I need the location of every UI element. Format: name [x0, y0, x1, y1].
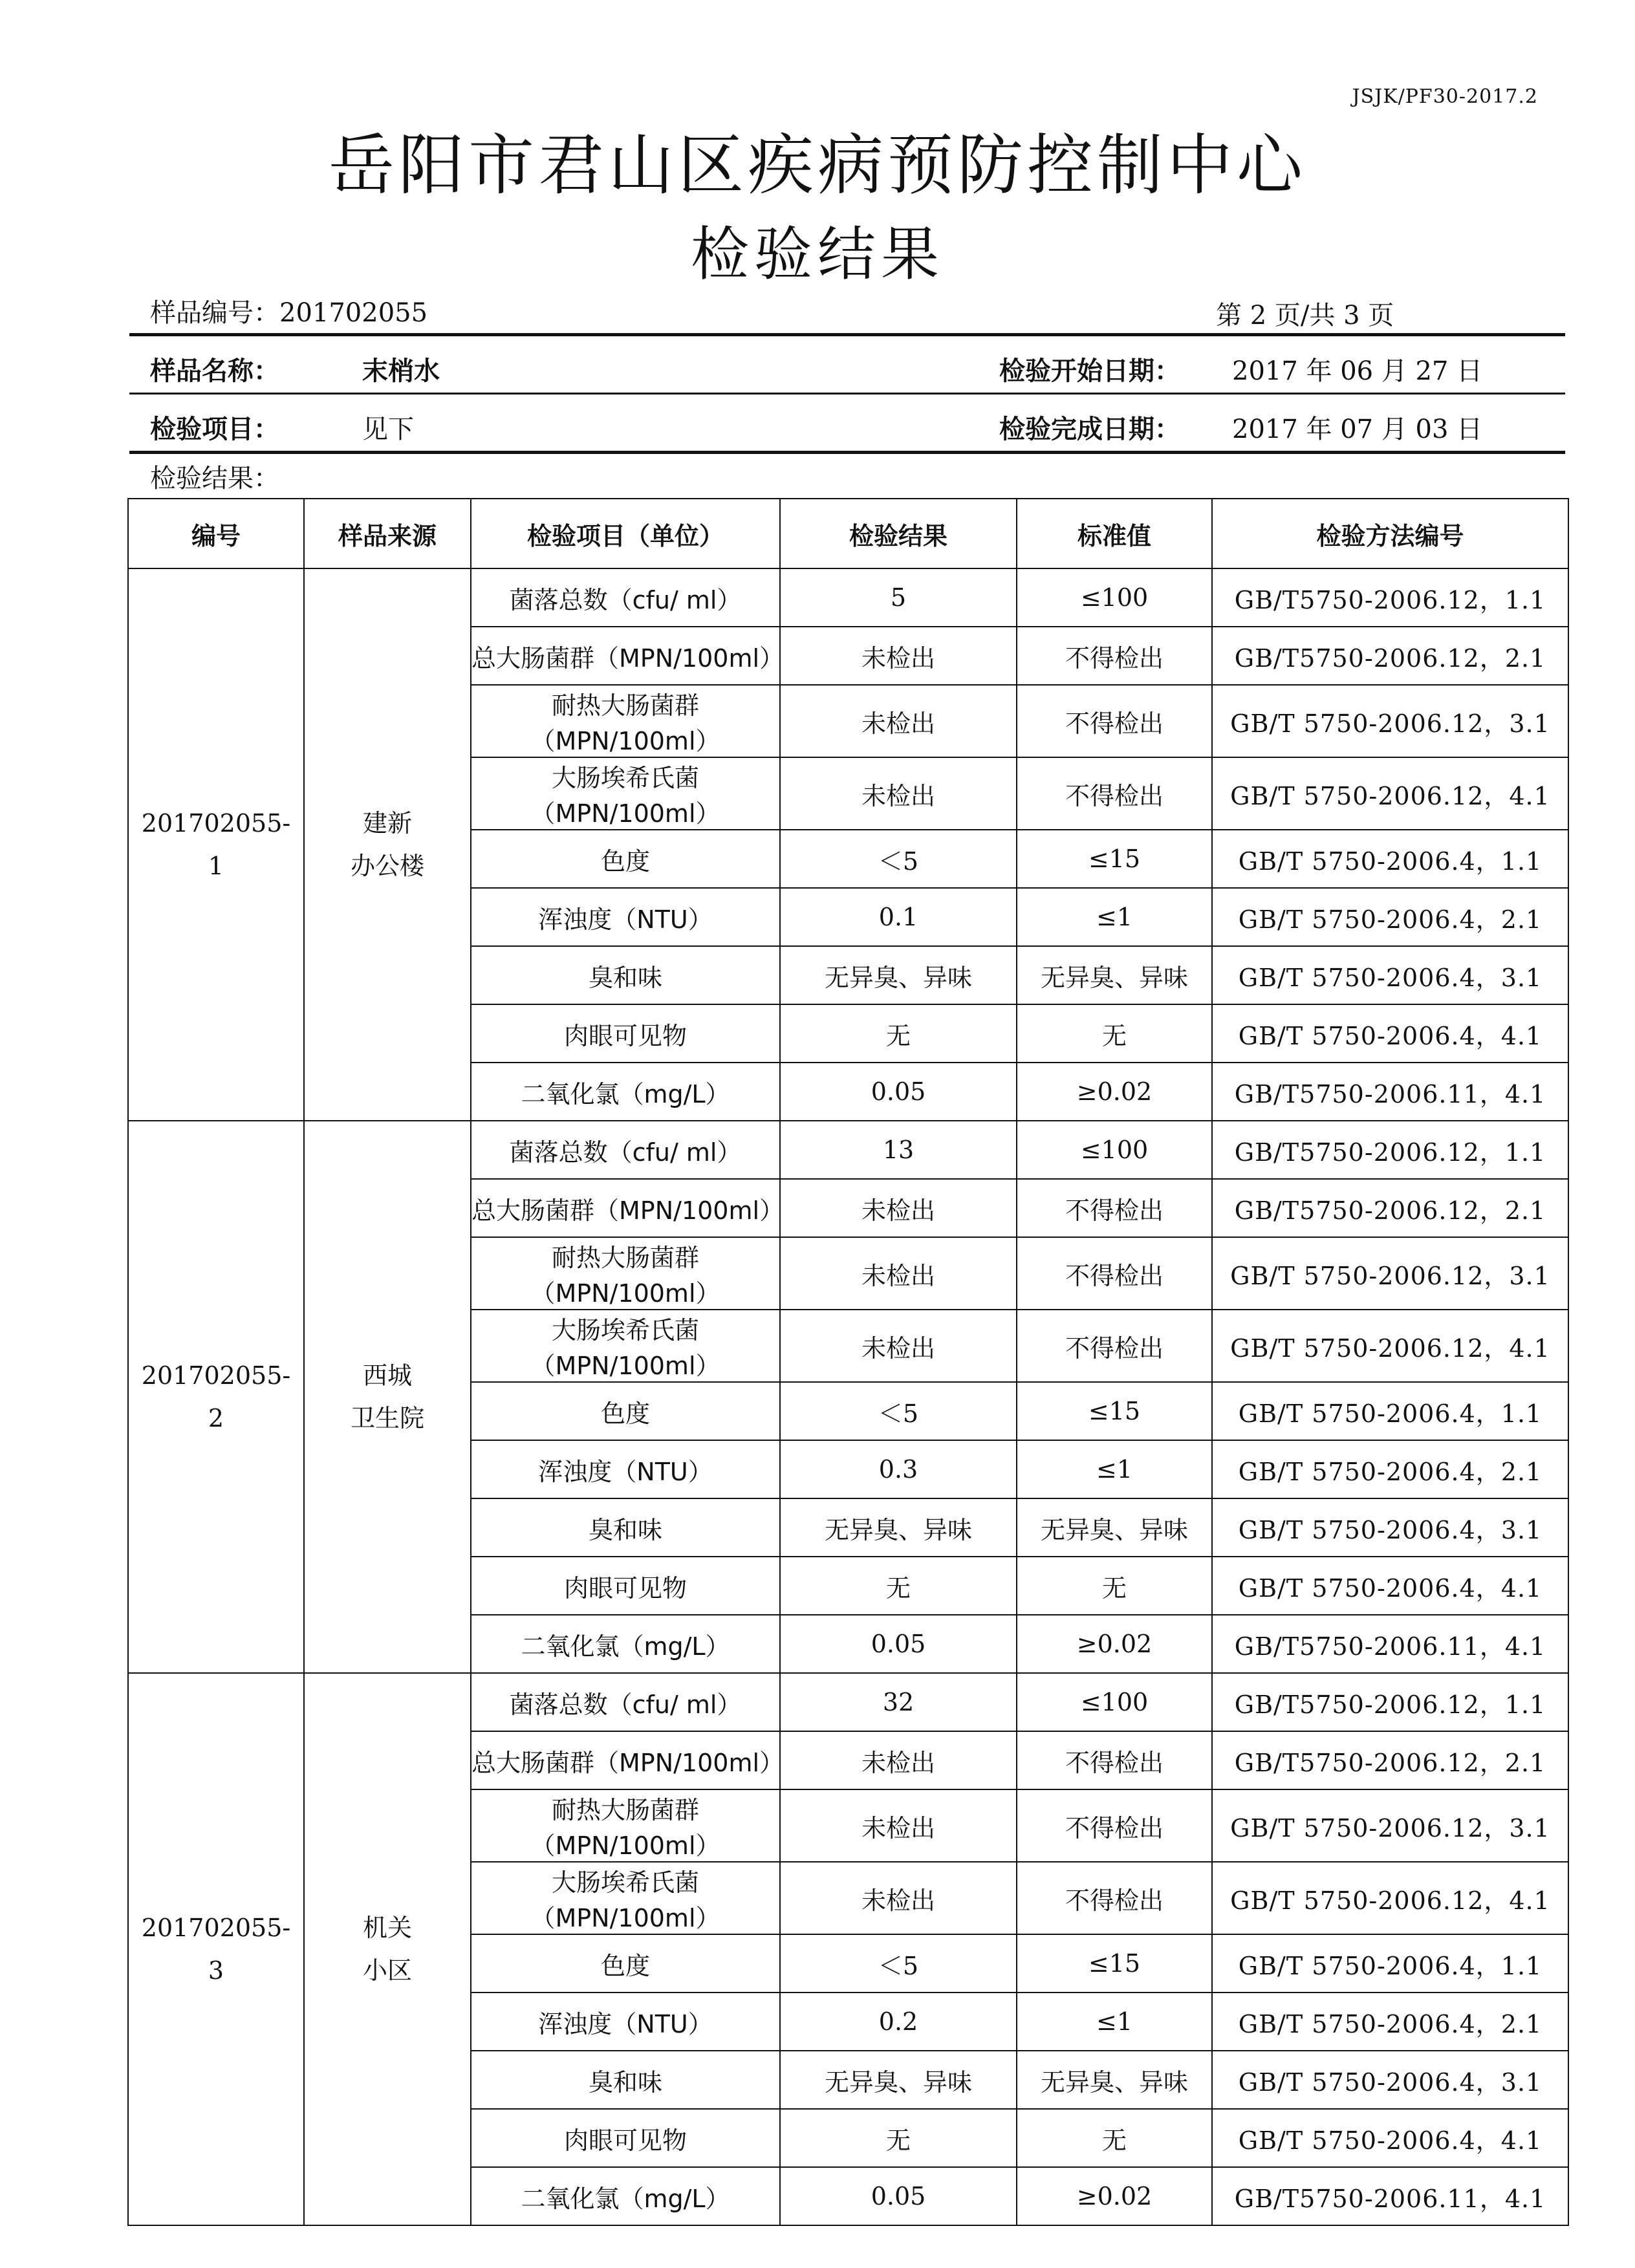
sample-id-line1: 201702055- — [141, 809, 291, 837]
test-result-cell: 无 — [780, 2109, 1017, 2167]
test-result-cell: 未检出 — [780, 1310, 1017, 1382]
sample-id-cell — [128, 1673, 304, 2225]
test-result-cell: ＜5 — [780, 830, 1017, 888]
sample-id-cell — [128, 568, 304, 1121]
test-method-cell: GB/T5750-2006.11，4.1 — [1212, 2167, 1568, 2225]
start-date-label: 检验开始日期： — [999, 356, 1180, 386]
test-result-cell: 未检出 — [780, 1237, 1017, 1310]
sample-name-label: 样品名称： — [150, 356, 279, 386]
test-method-cell: GB/T 5750-2006.4，4.1 — [1212, 1557, 1568, 1615]
standard-value-cell: 不得检出 — [1017, 1789, 1212, 1862]
test-item-cell: 大肠埃希氏菌（MPN/100ml） — [471, 1310, 780, 1382]
test-result-cell: 0.05 — [780, 2167, 1017, 2225]
test-item-cell: 大肠埃希氏菌（MPN/100ml） — [471, 757, 780, 830]
standard-value-cell: ≥0.02 — [1017, 1063, 1212, 1121]
header-source: 样品来源 — [304, 499, 471, 568]
test-item-cell: 总大肠菌群（MPN/100ml） — [471, 627, 780, 685]
standard-value-cell: 无 — [1017, 1004, 1212, 1063]
standard-value-cell: ≤100 — [1017, 1121, 1212, 1179]
organization-title: 岳阳市君山区疾病预防控制中心 — [329, 127, 1306, 204]
results-body — [128, 568, 1568, 2225]
header-item: 检验项目（单位） — [471, 499, 780, 568]
test-method-cell: GB/T5750-2006.12，2.1 — [1212, 1731, 1568, 1789]
test-result-cell: 未检出 — [780, 1731, 1017, 1789]
sample-name-value: 末梢水 — [362, 356, 440, 386]
sample-source-line2: 卫生院 — [350, 1404, 424, 1432]
page-info: 第 2 页/共 3 页 — [1216, 301, 1394, 330]
standard-value-cell: ≤100 — [1017, 568, 1212, 627]
test-result-cell: 0.2 — [780, 1993, 1017, 2051]
sample-id-line2: 2 — [208, 1404, 224, 1432]
table-header-row — [128, 499, 1568, 568]
test-item-cell: 浑浊度（NTU） — [471, 1993, 780, 2051]
test-method-cell: GB/T 5750-2006.4，4.1 — [1212, 1004, 1568, 1063]
test-method-cell: GB/T5750-2006.12，1.1 — [1212, 1673, 1568, 1731]
test-method-cell: GB/T 5750-2006.4，2.1 — [1212, 1993, 1568, 2051]
test-item-cell: 肉眼可见物 — [471, 1557, 780, 1615]
standard-value-cell: 不得检出 — [1017, 1731, 1212, 1789]
test-result-cell: 未检出 — [780, 1179, 1017, 1237]
test-item-cell: 臭和味 — [471, 2051, 780, 2109]
document-title: 检验结果 — [691, 221, 944, 288]
test-method-cell: GB/T5750-2006.11，4.1 — [1212, 1615, 1568, 1673]
test-item-cell: 肉眼可见物 — [471, 2109, 780, 2167]
test-result-cell: 无异臭、异味 — [780, 2051, 1017, 2109]
sample-source-line2: 小区 — [362, 1956, 412, 1985]
standard-value-cell: ≤15 — [1017, 830, 1212, 888]
test-method-cell: GB/T5750-2006.12，1.1 — [1212, 1121, 1568, 1179]
test-item-cell: 色度 — [471, 1382, 780, 1440]
standard-value-cell: ≤15 — [1017, 1934, 1212, 1993]
standard-value-cell: 不得检出 — [1017, 1862, 1212, 1934]
sample-number-value: 201702055 — [279, 298, 428, 328]
standard-value-cell: 无 — [1017, 1557, 1212, 1615]
test-result-cell: 0.1 — [780, 888, 1017, 946]
test-item-cell: 耐热大肠菌群（MPN/100ml） — [471, 685, 780, 757]
end-date-value: 2017 年 07 月 03 日 — [1232, 415, 1483, 444]
results-table — [127, 498, 1569, 2226]
sample-id-cell — [128, 1121, 304, 1673]
test-method-cell: GB/T5750-2006.12，2.1 — [1212, 627, 1568, 685]
test-result-cell: ＜5 — [780, 1934, 1017, 1993]
test-method-cell: GB/T 5750-2006.4，2.1 — [1212, 888, 1568, 946]
test-result-cell: 无异臭、异味 — [780, 1498, 1017, 1557]
test-method-cell: GB/T 5750-2006.12，3.1 — [1212, 685, 1568, 757]
test-result-cell: 未检出 — [780, 1862, 1017, 1934]
header-method: 检验方法编号 — [1212, 499, 1568, 568]
test-method-cell: GB/T 5750-2006.4，1.1 — [1212, 1934, 1568, 1993]
results-label: 检验结果： — [150, 464, 279, 493]
test-result-cell: 无异臭、异味 — [780, 946, 1017, 1004]
standard-value-cell: 不得检出 — [1017, 757, 1212, 830]
standard-value-cell: ≤15 — [1017, 1382, 1212, 1440]
standard-value-cell: 不得检出 — [1017, 1179, 1212, 1237]
sample-id-line2: 1 — [208, 852, 224, 880]
test-result-cell: 未检出 — [780, 1789, 1017, 1862]
sample-number-label: 样品编号： — [150, 298, 279, 328]
test-item-cell: 菌落总数（cfu/ ml） — [471, 1121, 780, 1179]
test-result-cell: 5 — [780, 568, 1017, 627]
test-result-cell: 未检出 — [780, 757, 1017, 830]
middle-rule — [129, 393, 1565, 394]
standard-value-cell: 不得检出 — [1017, 1237, 1212, 1310]
standard-value-cell: 不得检出 — [1017, 627, 1212, 685]
standard-value-cell: 不得检出 — [1017, 685, 1212, 757]
test-method-cell: GB/T 5750-2006.4，2.1 — [1212, 1440, 1568, 1498]
end-date-label: 检验完成日期： — [999, 415, 1180, 444]
sample-source-line1: 机关 — [362, 1914, 412, 1942]
test-item-label: 检验项目： — [150, 415, 279, 444]
sample-id-line2: 3 — [208, 1956, 224, 1985]
sample-source-cell — [304, 1121, 471, 1673]
standard-value-cell: 不得检出 — [1017, 1310, 1212, 1382]
test-result-cell: 13 — [780, 1121, 1017, 1179]
test-item-cell: 肉眼可见物 — [471, 1004, 780, 1063]
test-method-cell: GB/T 5750-2006.12，3.1 — [1212, 1789, 1568, 1862]
standard-value-cell: 无异臭、异味 — [1017, 1498, 1212, 1557]
standard-value-cell: ≤100 — [1017, 1673, 1212, 1731]
test-item-cell: 耐热大肠菌群（MPN/100ml） — [471, 1789, 780, 1862]
standard-value-cell: 无异臭、异味 — [1017, 2051, 1212, 2109]
sample-number — [150, 292, 428, 329]
test-method-cell: GB/T 5750-2006.12，4.1 — [1212, 1862, 1568, 1934]
test-method-cell: GB/T5750-2006.11，4.1 — [1212, 1063, 1568, 1121]
test-result-cell: 0.3 — [780, 1440, 1017, 1498]
sample-id-line1: 201702055- — [141, 1361, 291, 1390]
test-item-cell: 总大肠菌群（MPN/100ml） — [471, 1731, 780, 1789]
test-item-cell: 色度 — [471, 830, 780, 888]
test-method-cell: GB/T 5750-2006.4，4.1 — [1212, 2109, 1568, 2167]
top-rule — [129, 333, 1565, 336]
test-result-cell: ＜5 — [780, 1382, 1017, 1440]
sample-source-cell — [304, 1673, 471, 2225]
table-row — [128, 1121, 1568, 1179]
test-method-cell: GB/T5750-2006.12，2.1 — [1212, 1179, 1568, 1237]
test-method-cell: GB/T5750-2006.12，1.1 — [1212, 568, 1568, 627]
test-method-cell: GB/T 5750-2006.4，1.1 — [1212, 830, 1568, 888]
test-item-cell: 臭和味 — [471, 946, 780, 1004]
sample-source-line2: 办公楼 — [350, 852, 424, 880]
test-item-cell: 菌落总数（cfu/ ml） — [471, 1673, 780, 1731]
test-method-cell: GB/T 5750-2006.4，3.1 — [1212, 946, 1568, 1004]
test-item-cell: 耐热大肠菌群（MPN/100ml） — [471, 1237, 780, 1310]
standard-value-cell: ≥0.02 — [1017, 1615, 1212, 1673]
test-result-cell: 无 — [780, 1004, 1017, 1063]
test-item-cell: 浑浊度（NTU） — [471, 888, 780, 946]
test-method-cell: GB/T 5750-2006.12，3.1 — [1212, 1237, 1568, 1310]
standard-value-cell: ≤1 — [1017, 1440, 1212, 1498]
bottom-rule — [129, 451, 1565, 454]
test-result-cell: 未检出 — [780, 627, 1017, 685]
header-result: 检验结果 — [780, 499, 1017, 568]
test-item-cell: 总大肠菌群（MPN/100ml） — [471, 1179, 780, 1237]
standard-value-cell: ≤1 — [1017, 888, 1212, 946]
test-method-cell: GB/T 5750-2006.12，4.1 — [1212, 757, 1568, 830]
test-item-cell: 臭和味 — [471, 1498, 780, 1557]
test-result-cell: 32 — [780, 1673, 1017, 1731]
test-method-cell: GB/T 5750-2006.4，1.1 — [1212, 1382, 1568, 1440]
standard-value-cell: ≥0.02 — [1017, 2167, 1212, 2225]
test-method-cell: GB/T 5750-2006.12，4.1 — [1212, 1310, 1568, 1382]
test-item-cell: 浑浊度（NTU） — [471, 1440, 780, 1498]
standard-value-cell: ≤1 — [1017, 1993, 1212, 2051]
header-standard: 标准值 — [1017, 499, 1212, 568]
sample-id-line1: 201702055- — [141, 1914, 291, 1942]
test-result-cell: 未检出 — [780, 685, 1017, 757]
table-row — [128, 568, 1568, 627]
test-item-cell: 二氧化氯（mg/L） — [471, 2167, 780, 2225]
test-method-cell: GB/T 5750-2006.4，3.1 — [1212, 1498, 1568, 1557]
header-id: 编号 — [128, 499, 304, 568]
sample-source-line1: 西城 — [362, 1361, 412, 1390]
document-code: JSJK/PF30-2017.2 — [1352, 85, 1538, 108]
sample-source-line1: 建新 — [362, 809, 412, 837]
table-row — [128, 1673, 1568, 1731]
test-result-cell: 0.05 — [780, 1063, 1017, 1121]
test-method-cell: GB/T 5750-2006.4，3.1 — [1212, 2051, 1568, 2109]
sample-source-cell — [304, 568, 471, 1121]
test-item-cell: 色度 — [471, 1934, 780, 1993]
standard-value-cell: 无 — [1017, 2109, 1212, 2167]
standard-value-cell: 无异臭、异味 — [1017, 946, 1212, 1004]
test-result-cell: 无 — [780, 1557, 1017, 1615]
test-item-cell: 大肠埃希氏菌（MPN/100ml） — [471, 1862, 780, 1934]
test-item-cell: 菌落总数（cfu/ ml） — [471, 568, 780, 627]
start-date-value: 2017 年 06 月 27 日 — [1232, 356, 1483, 386]
test-item-cell: 二氧化氯（mg/L） — [471, 1063, 780, 1121]
test-item-value: 见下 — [362, 415, 414, 444]
test-result-cell: 0.05 — [780, 1615, 1017, 1673]
test-item-cell: 二氧化氯（mg/L） — [471, 1615, 780, 1673]
